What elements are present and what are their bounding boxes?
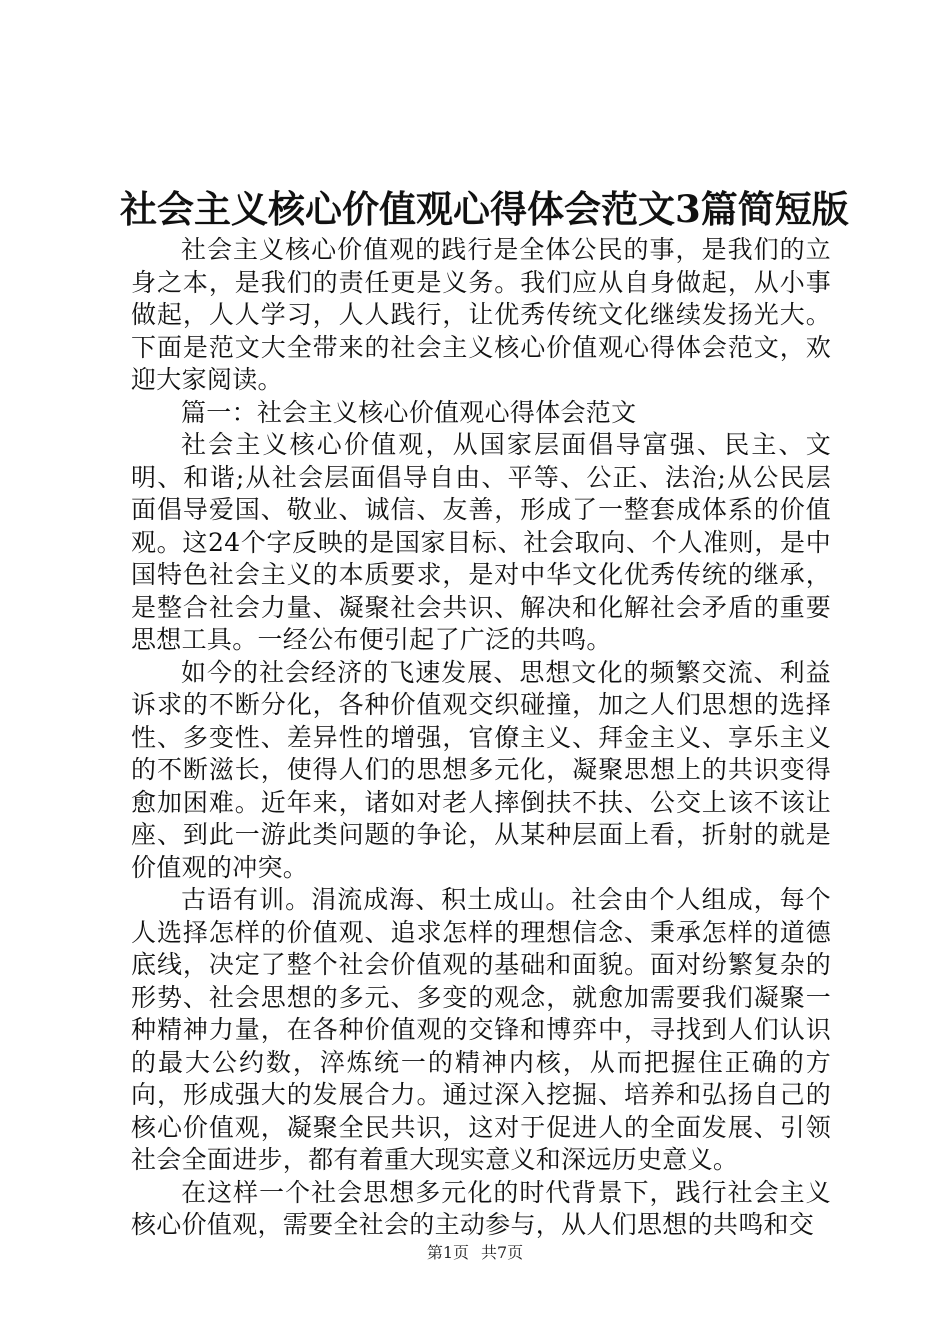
page-number: 第1页: [426, 1243, 469, 1262]
section-heading: 篇一：社会主义核心价值观心得体会范文: [181, 397, 637, 427]
paragraph: 古语有训。涓流成海、积土成山。社会由个人组成，每个人选择怎样的价值观、追求怎样的理想信念、秉承怎样的道德底线，决定了整个社会价值观的基础和面貌。面对纷繁复杂的形势、社会思想的多元、多变的观念，就愈加需要我们凝聚一种精神力量，在各种价值观的交锋和博弈中，寻找到人们认识的最大公约数，淬炼统一的精神内核，从而把握住正确的方向，形成强大的发展合力。通过深入挖掘、培养和弘扬自己的核心价值观，凝聚全民共识，这对于促进人的全面发展、引领社会全面进步，都有着重大现实意义和深远历史意义。: [131, 885, 831, 1174]
page-total: 共7页: [481, 1243, 524, 1262]
document-title: 社会主义核心价值观心得体会范文3篇简短版: [120, 187, 849, 231]
paragraph: 如今的社会经济的飞速发展、思想文化的频繁交流、利益诉求的不断分化，各种价值观交织碰撞，加之人们思想的选择性、多变性、差异性的增强，官僚主义、拜金主义、享乐主义的不断滋长，使得人们的思想多元化，凝聚思想上的共识变得愈加困难。近年来，诸如对老人摔倒扶不扶、公交上该不该让座、到此一游此类问题的争论，从某种层面上看，折射的就是价值观的冲突。: [131, 657, 831, 882]
paragraph: 在这样一个社会思想多元化的时代背景下，践行社会主义核心价值观，需要全社会的主动参与，从人们思想的共鸣和交: [131, 1177, 831, 1239]
page-footer: [0, 1242, 950, 1264]
paragraph: 社会主义核心价值观，从国家层面倡导富强、民主、文明、和谐;从社会层面倡导自由、平等、公正、法治;从公民层面倡导爱国、敬业、诚信、友善，形成了一整套成体系的价值观。这24个字反映的是国家目标、社会取向、个人准则，是中国特色社会主义的本质要求，是对中华文化优秀传统的继承，是整合社会力量、凝聚社会共识、解决和化解社会矛盾的重要思想工具。一经公布便引起了广泛的共鸣。: [131, 430, 831, 654]
paragraph-intro: 社会主义核心价值观的践行是全体公民的事，是我们的立身之本，是我们的责任更是义务。我们应从自身做起，从小事做起，人人学习，人人践行，让优秀传统文化继续发扬光大。下面是范文大全带来的社会主义核心价值观心得体会范文，欢迎大家阅读。: [131, 235, 831, 394]
document-body: [131, 234, 831, 1242]
